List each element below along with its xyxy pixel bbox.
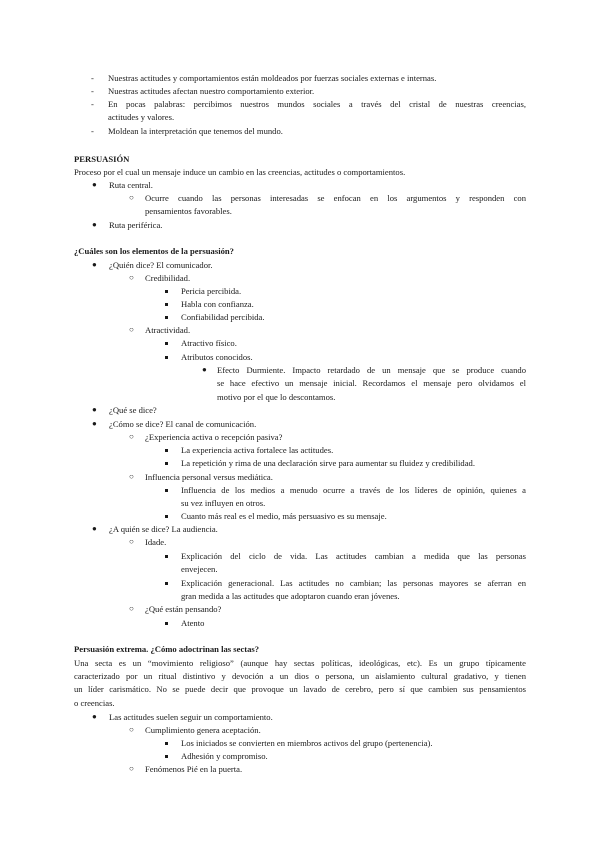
disc-bullet: ●	[92, 712, 97, 721]
square-bullet	[165, 489, 168, 492]
disc-bullet: ●	[92, 220, 97, 229]
list-item-text: Moldean la interpretación que tenemos del mundo.	[108, 126, 283, 136]
square-bullet	[165, 462, 168, 465]
dash-bullet: -	[91, 126, 94, 136]
square-bullet	[165, 449, 168, 452]
square-bullet	[165, 290, 168, 293]
square-bullet	[165, 342, 168, 345]
disc-bullet: ●	[92, 260, 97, 269]
square-bullet	[165, 755, 168, 758]
disc-bullet: ●	[92, 524, 97, 533]
square-bullet	[165, 303, 168, 306]
square-bullet	[165, 316, 168, 319]
disc-bullet: ●	[92, 405, 97, 414]
square-bullet	[165, 356, 168, 359]
circle-bullet: ○	[129, 604, 134, 613]
dash-bullet: -	[91, 86, 94, 96]
square-bullet	[165, 742, 168, 745]
circle-bullet: ○	[129, 325, 134, 334]
list-item-text: Nuestras actitudes afectan nuestro comportamiento exterior.	[108, 86, 315, 96]
circle-bullet: ○	[129, 725, 134, 734]
dash-bullet: -	[91, 73, 94, 83]
dash-bullet: -	[91, 99, 94, 109]
disc-bullet: ●	[202, 365, 207, 374]
square-bullet	[165, 582, 168, 585]
circle-bullet: ○	[129, 273, 134, 282]
circle-bullet: ○	[129, 764, 134, 773]
disc-bullet: ●	[92, 180, 97, 189]
square-bullet	[165, 515, 168, 518]
square-bullet	[165, 555, 168, 558]
circle-bullet: ○	[129, 193, 134, 202]
circle-bullet: ○	[129, 537, 134, 546]
disc-bullet: ●	[92, 419, 97, 428]
circle-bullet: ○	[129, 472, 134, 481]
list-item-text: actitudes y valores.	[108, 112, 175, 122]
square-bullet	[165, 622, 168, 625]
list-item-text: En pocas palabras: percibimos nuestros mundos sociales a través del cristal de nuestras creencias,	[108, 99, 526, 109]
document-page: - Nuestras actitudes y comportamientos están moldeados por fuerzas sociales externas e internas. - Nuestras actitudes afectan nuestro comportamiento exterior. - En pocas palabras: percibimos nuestros mundos sociales a través del cristal de nuestras creencias, actitudes y valores. - Moldean la interpretación que tenemos del mundo. PERSUASIÓN Proceso por el cual un mensaje induce un cambio en las creencias, actitudes o comportamientos. ● Ruta central. ○ Ocurre cuando las personas interesadas se enfocan en los argumentos y responden con pensamientos favorables. ● Ruta periférica. ¿Cuáles son los elementos de la persuasión? ● ¿Quién dice? El comunicador. ○ Credibilidad. Pericia percibida. Habla con confianza. Confiabilidad percibida. ○ Atractividad. Atractivo físico. Atributos conocidos. ● Efecto Durmiente. Impacto retardado de un mensaje que se produce cuando se hace efectivo un mensaje inicial. Recordamos el mensaje pero olvidamos el motivo por el que lo descontamos. ● ¿Qué se dice? ● ¿Cómo se dice? El canal de comunicación. ○ ¿Experiencia activa o recepción pasiva? La experiencia activa fortalece las actitudes. La repetición y rima de una declaración sirve para aumentar su fluidez y credibilidad. ○ Influencia personal versus mediática. Influencia de los medios a menudo ocurre a través de los líderes de opinión, quienes a su vez influyen en otros. Cuanto más real es el medio, más persuasivo es su mensaje. ● ¿A quién se dice? La audiencia. ○ Idade. Explicación del ciclo de vida. Las actitudes cambian a medida que las personas envejecen. Explicación generacional. Las actitudes no cambian; las personas mayores se aferran en gran medida a las actitudes que adoptaron cuando eran jóvenes. ○ ¿Qué están pensando? Atento Persuasión extrema. ¿Cómo adoctrinan las sectas? Una secta es un “movimiento religioso” (aunque hay sectas políticas, ideológicas, etc). Es un grupo típicamente caracterizado por un ritual distintivo y devoción a un dios o persona, un aislamiento cultural gradativo, y tienen un líder carismático. No se puede decir que provoque un lavado de cerebro, pero sí que cambien sus pensamientos o creencias. ● Las actitudes suelen seguir un comportamiento. ○ Cumplimiento genera aceptación. Los iniciados se convierten en miembros activos del grupo (pertenencia). Adhesión y compromiso. ○ Fenómenos Pié en la puerta.	[74, 73, 526, 774]
list-item-text: Nuestras actitudes y comportamientos están moldeados por fuerzas sociales externas e internas.	[108, 73, 437, 83]
circle-bullet: ○	[129, 432, 134, 441]
